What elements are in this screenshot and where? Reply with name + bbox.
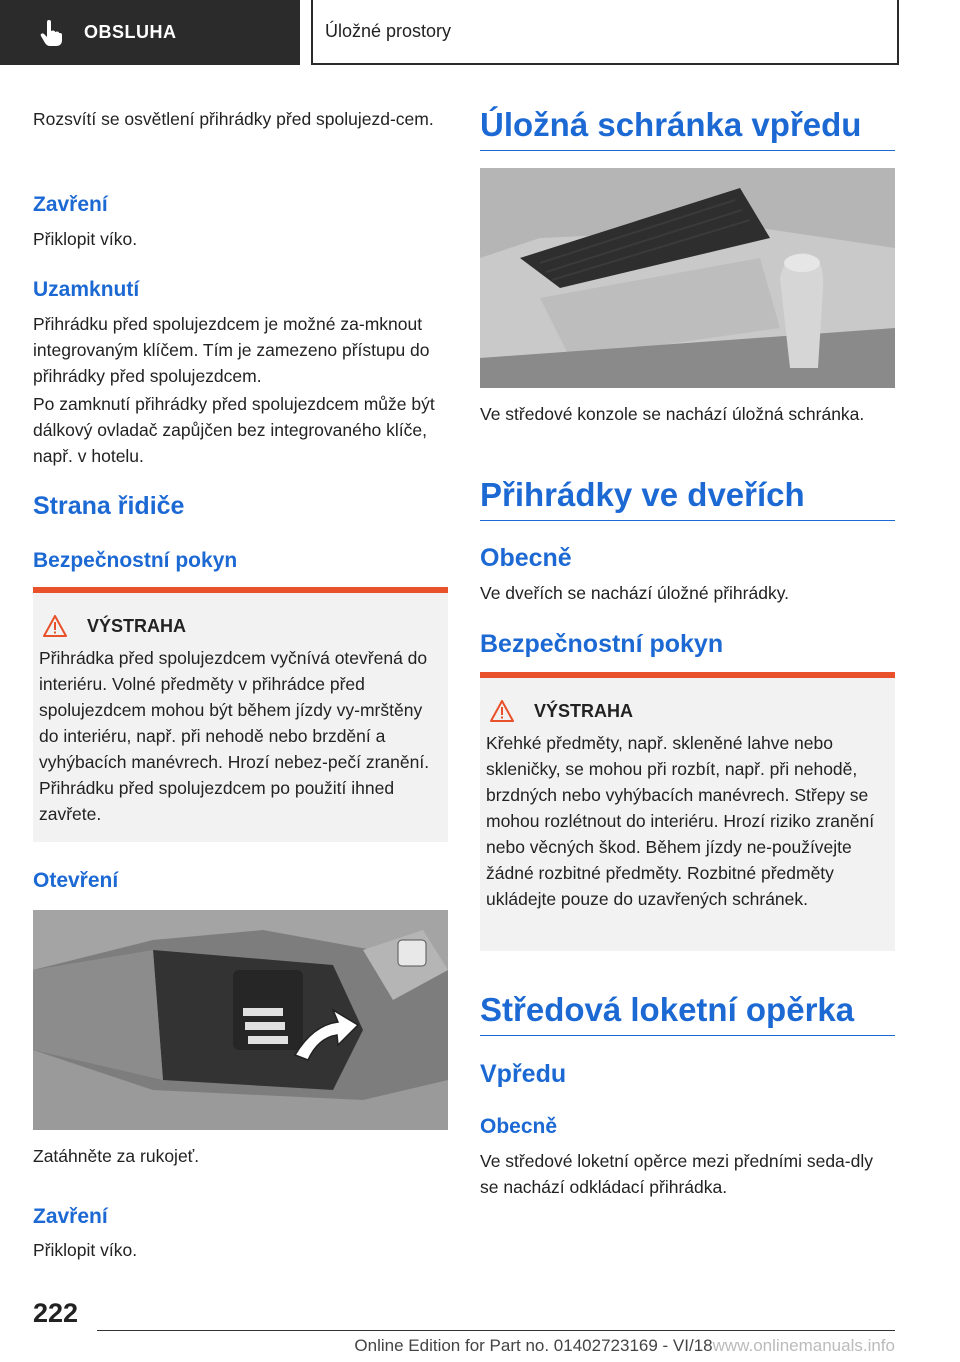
- door-compartments-heading: Přihrádky ve dveřích: [480, 476, 895, 521]
- warning-title: VÝSTRAHA: [534, 700, 634, 721]
- warning-box-right: [480, 672, 895, 951]
- intro-text: Rozsvítí se osvětlení přihrádky před spolujezd-cem.: [33, 109, 434, 129]
- safety-heading-right: Bezpečnostní pokyn: [480, 630, 724, 658]
- warning-title: VÝSTRAHA: [87, 615, 187, 636]
- glovebox-handle-photo: [33, 910, 448, 1130]
- chapter-box: [311, 0, 899, 65]
- lock-text-1: Přihrádku před spolujezdcem je možné za-mknout integrovaným klíčem. Tím je zamezeno přístupu do přihrádky před spolujezdcem.: [33, 314, 430, 386]
- close-heading: Zavření: [33, 193, 108, 216]
- front-storage-heading: Úložná schránka vpředu: [480, 106, 895, 151]
- close-heading-2: Zavření: [33, 1205, 108, 1228]
- armrest-heading: Středová loketní opěrka: [480, 991, 895, 1036]
- edition-text: Online Edition for Part no. 01402723169 - VI/18: [354, 1336, 713, 1355]
- open-heading: Otevření: [33, 869, 119, 892]
- hand-pointer-icon: [40, 20, 62, 46]
- section-title: OBSLUHA: [84, 22, 177, 42]
- front-heading: Vpředu: [480, 1060, 567, 1088]
- watermark-text: www.onlinemanuals.info: [712, 1336, 895, 1355]
- footer-rule: [97, 1330, 895, 1331]
- chapter-title: Úložné prostory: [325, 21, 452, 41]
- close-text-2: Přiklopit víko.: [33, 1240, 138, 1260]
- warning-text: Křehké předměty, např. skleněné lahve nebo skleničky, se mohou při rozbít, např. při nehodě, brzdných nebo vyhýbacích manévrech. Střepy se mohou rozlétnout do interiéru. Hrozí riziko zranění nebo věcných škod. Během jízdy ne-používejte žádné rozbitné předměty. Rozbitné předměty ukládejte pouze do uzavřených schránek.: [486, 733, 875, 909]
- front-caption: Ve středové konzole se nachází úložná schránka.: [480, 404, 865, 424]
- warning-box-left: [33, 587, 448, 842]
- warning-triangle-icon: [43, 615, 67, 637]
- general-text-2: Ve středové loketní opěrce mezi předními seda-dly se nachází odkládací přihrádka.: [480, 1151, 873, 1197]
- general-text: Ve dveřích se nachází úložné přihrádky.: [480, 583, 790, 603]
- center-console-photo: [480, 168, 895, 388]
- lock-heading: Uzamknutí: [33, 278, 140, 301]
- safety-heading-left: Bezpečnostní pokyn: [33, 549, 238, 572]
- page-number: 222: [33, 1298, 79, 1328]
- driver-side-heading: Strana řidiče: [33, 492, 185, 520]
- warning-triangle-icon: [490, 700, 514, 722]
- footer-edition: [354, 1336, 895, 1356]
- section-tab: [0, 0, 300, 65]
- lock-text-2: Po zamknutí přihrádky před spolujezdcem může být dálkový ovladač zapůjčen bez integrovaného klíče, např. v hotelu.: [33, 394, 435, 466]
- general-heading: Obecně: [480, 544, 572, 572]
- general-heading-2: Obecně: [480, 1115, 558, 1138]
- warning-text: Přihrádka před spolujezdcem vyčnívá otevřená do interiéru. Volné předměty v přihrádce před spolujezdcem mohou být během jízdy vy-mrštěny do interiéru, např. při nehodě nebo brzdění a vyhýbacích manévrech. Hrozí nebez-pečí zranění. Přihrádku před spolujezdcem po použití ihned zavřete.: [39, 648, 430, 824]
- open-caption: Zatáhněte za rukojeť.: [33, 1146, 200, 1166]
- close-text: Přiklopit víko.: [33, 229, 138, 249]
